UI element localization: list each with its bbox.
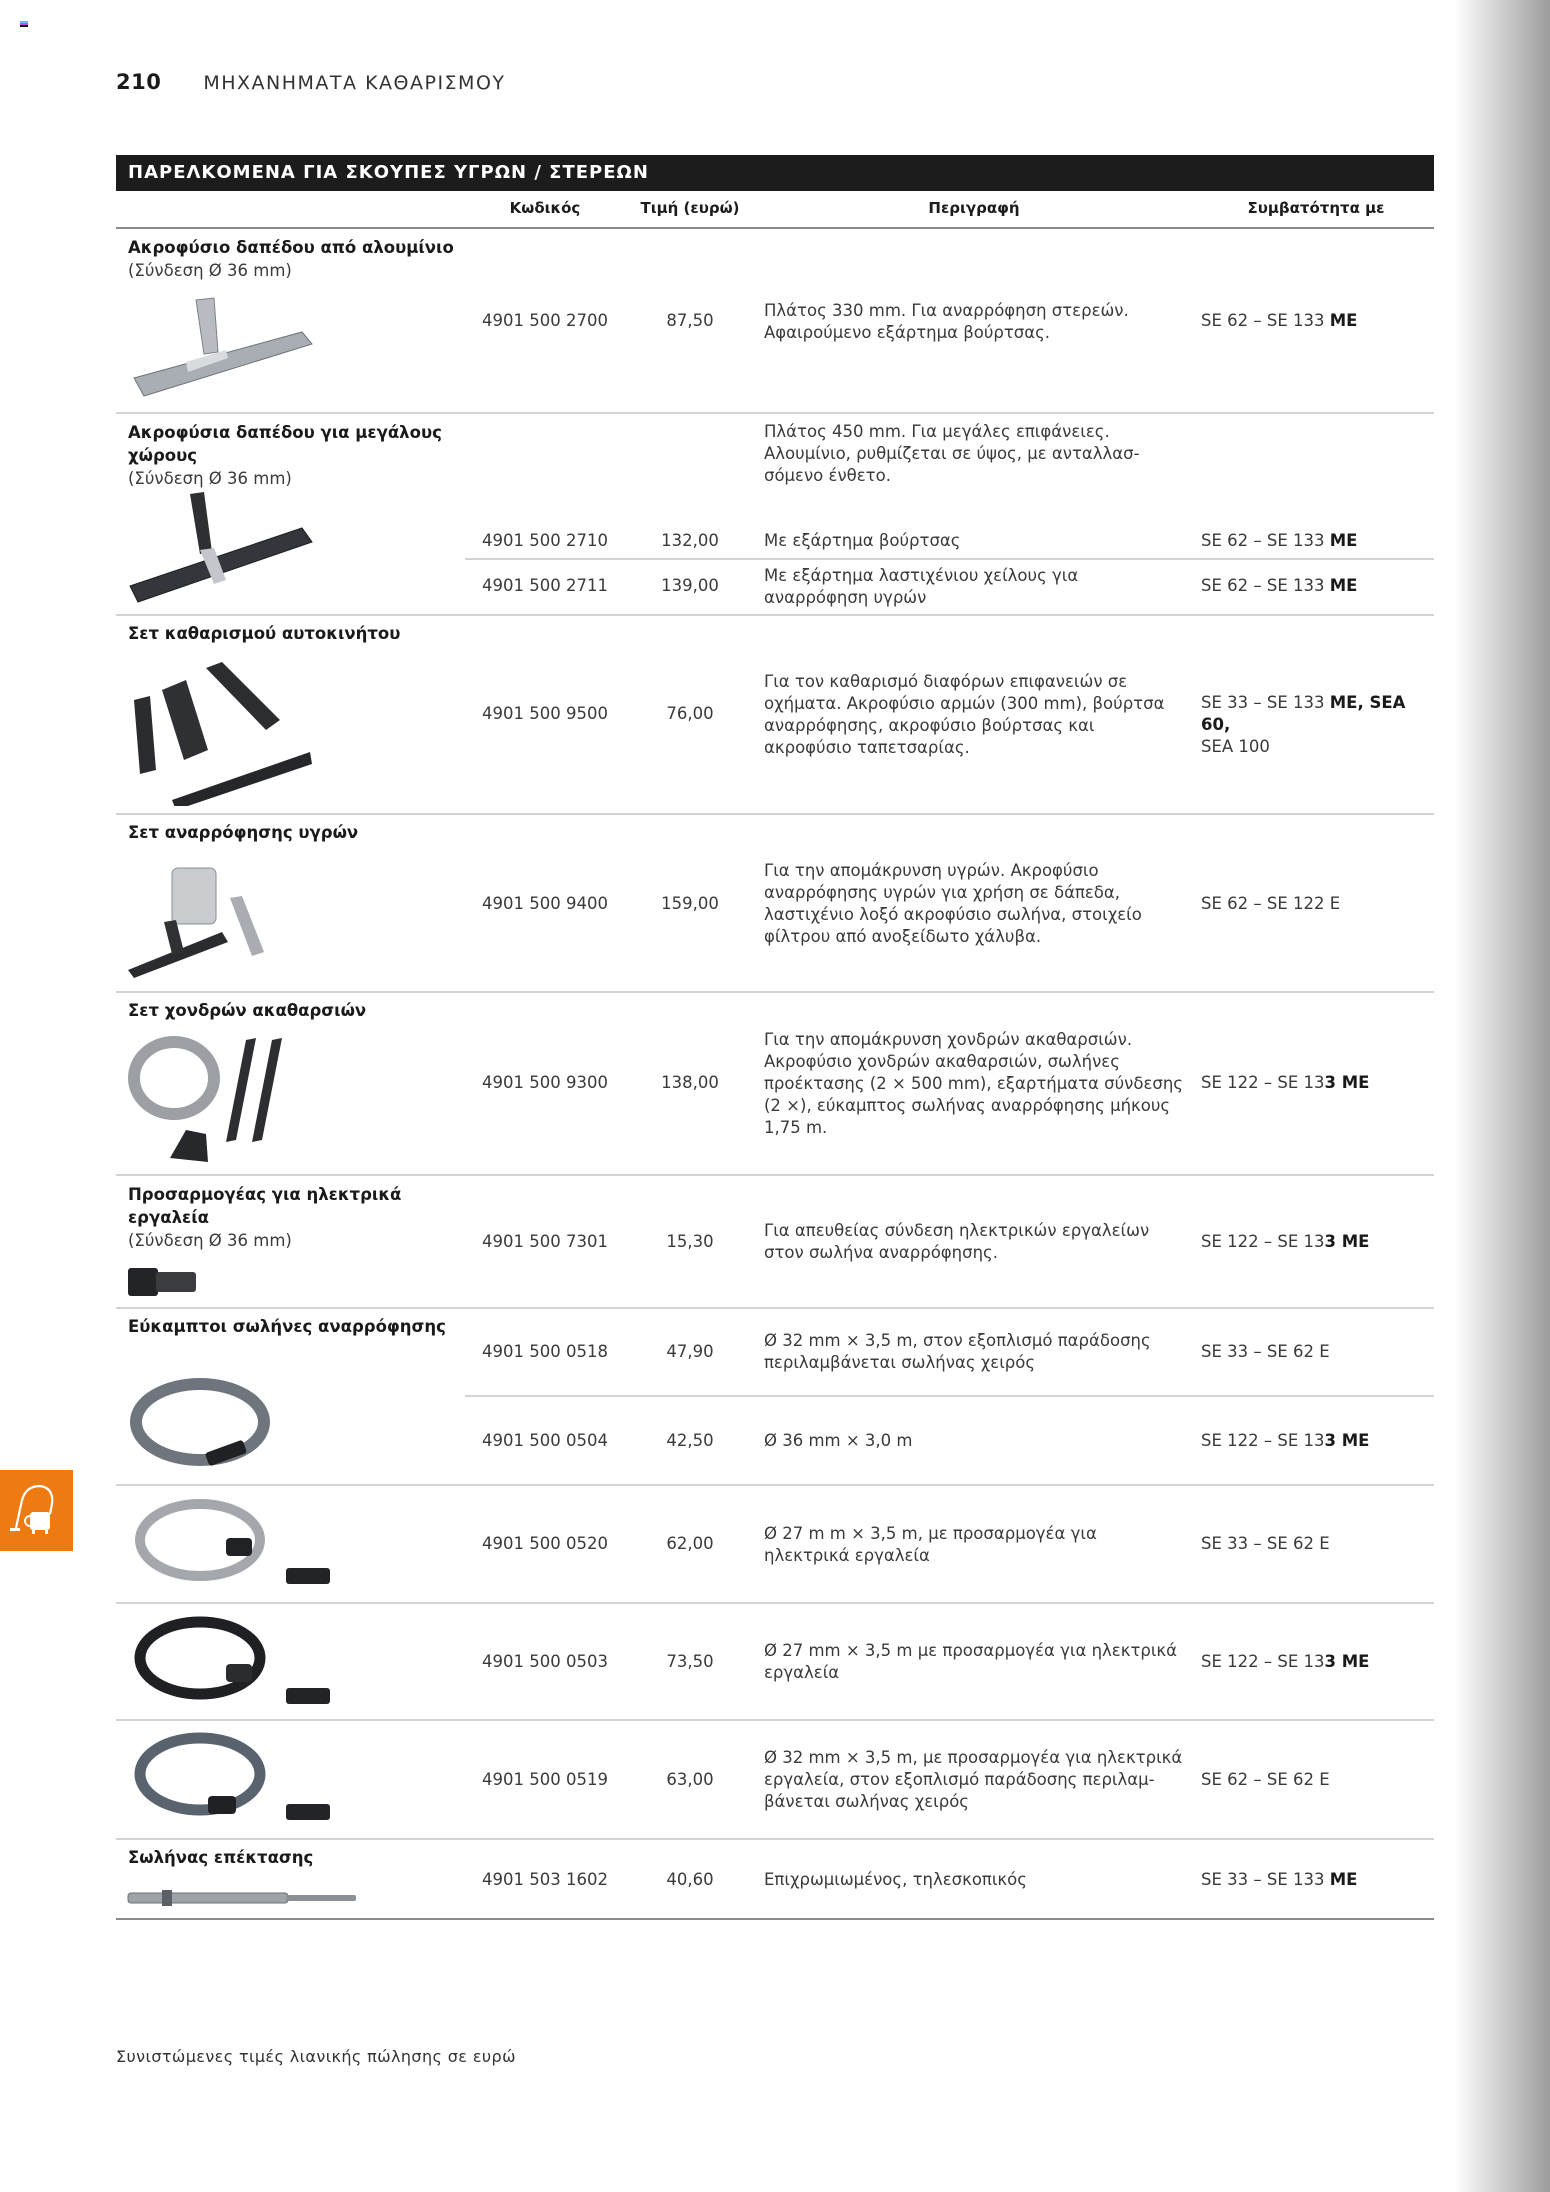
product-name: Εύκαμπτοι σωλήνες αναρρόφησης	[128, 1317, 446, 1336]
product-compatibility: SE 62 – SE 122 E	[1201, 894, 1341, 913]
product-code: 4901 500 9500	[482, 704, 608, 723]
product-compatibility: SE 122 – SE 133 ME	[1201, 1652, 1370, 1671]
product-description: Ø 27 mm × 3,5 m με προσαρμογέα για ηλεκτρικά εργαλεία	[764, 1641, 1178, 1682]
row-divider	[116, 1484, 1434, 1486]
product-compatibility: SE 122 – SE 133 ME	[1201, 1073, 1370, 1092]
product-price: 62,00	[666, 1534, 714, 1553]
product-description: Για την απομάκρυνση χονδρών ακαθαρσιών. Ακροφύσιο χονδρών ακαθαρσιών, σωλήνες προέκτασης (2 × 500 mm), εξαρτήματα σύνδεσης (2 ×), εύκαμπτος σωλήνας αναρρόφησης μήκους 1,75 m.	[764, 1030, 1183, 1137]
row-divider	[116, 991, 1434, 993]
table-bottom-divider	[116, 1918, 1434, 1920]
header-divider	[116, 227, 1434, 229]
column-header-code: Κωδικός	[509, 199, 581, 217]
print-registration-mark	[20, 21, 28, 28]
wet-suction-set-image	[126, 862, 276, 982]
column-header-description: Περιγραφή	[928, 199, 1020, 217]
product-code: 4901 500 0520	[482, 1534, 608, 1553]
product-name: Σετ αναρρόφησης υγρών	[128, 823, 359, 842]
suction-hose-black-image	[128, 1612, 338, 1712]
product-price: 132,00	[661, 531, 719, 550]
product-price: 76,00	[666, 704, 714, 723]
product-compatibility: SE 122 – SE 133 ME	[1201, 1431, 1370, 1450]
suction-hose-grey-image	[126, 1376, 286, 1476]
row-divider	[116, 1838, 1434, 1840]
product-compatibility: SE 33 – SE 62 E	[1201, 1534, 1330, 1553]
product-price: 15,30	[666, 1232, 714, 1251]
product-code: 4901 500 9400	[482, 894, 608, 913]
large-floor-nozzle-image	[126, 490, 316, 608]
product-description: Πλάτος 330 mm. Για αναρρόφηση στερεών. Αφαιρούμενο εξάρτημα βούρτσας.	[764, 301, 1129, 342]
coarse-dirt-set-image	[126, 1030, 316, 1170]
product-code: 4901 500 2711	[482, 576, 608, 595]
product-name: Ακροφύσιο δαπέδου από αλουμίνιο (Σύνδεση Ø 36 mm)	[128, 238, 454, 280]
sub-row-divider	[465, 558, 1434, 560]
suction-hose-clear-image	[128, 1494, 338, 1594]
table-title: ΠΑΡΕΛΚΟΜΕΝΑ ΓΙΑ ΣΚΟΥΠΕΣ ΥΓΡΩΝ / ΣΤΕΡΕΩΝ	[116, 155, 1434, 191]
product-price: 40,60	[666, 1870, 714, 1889]
product-name: Ακροφύσια δαπέδου για μεγάλους χώρους (Σύνδεση Ø 36 mm)	[128, 423, 442, 488]
product-code: 4901 500 0518	[482, 1342, 608, 1361]
sub-row-divider	[465, 1395, 1434, 1397]
product-description: Επιχρωμιωμένος, τηλεσκοπικός	[764, 1870, 1027, 1889]
row-divider	[116, 614, 1434, 616]
product-code: 4901 500 7301	[482, 1232, 608, 1251]
page-number: 210	[116, 70, 162, 94]
product-compatibility: SE 62 – SE 62 E	[1201, 1770, 1330, 1789]
column-header-compatibility: Συμβατότητα με	[1247, 199, 1385, 217]
product-code: 4901 500 0503	[482, 1652, 608, 1671]
column-header-price: Τιμή (ευρώ)	[640, 199, 740, 217]
product-compatibility: SE 122 – SE 133 ME	[1201, 1232, 1370, 1251]
product-description: Με εξάρτημα λαστιχένιου χείλους για αναρρόφηση υγρών	[764, 566, 1079, 607]
product-description: Ø 32 mm × 3,5 m, στον εξοπλισμό παράδοσης περιλαμβάνεται σωλήνας χειρός	[764, 1331, 1151, 1372]
row-divider	[116, 813, 1434, 815]
product-compatibility: SE 33 – SE 62 E	[1201, 1342, 1330, 1361]
product-compatibility: SE 62 – SE 133 ME	[1201, 576, 1358, 595]
product-compatibility: SE 62 – SE 133 ME	[1201, 531, 1358, 550]
wet-dry-vacuum-icon	[0, 1470, 73, 1551]
extension-tube-image	[126, 1888, 360, 1908]
product-description: Για απευθείας σύνδεση ηλεκτρικών εργαλείων στον σωλήνα αναρρόφησης.	[764, 1221, 1150, 1262]
product-compatibility: SE 33 – SE 133 ME, SEA 60, SEA 100	[1201, 693, 1406, 756]
product-price: 139,00	[661, 576, 719, 595]
product-price: 138,00	[661, 1073, 719, 1092]
product-description: Ø 27 m m × 3,5 m, με προσαρμογέα για ηλεκτρικά εργαλεία	[764, 1524, 1097, 1565]
row-divider	[116, 1307, 1434, 1309]
product-description: Για τον καθαρισμό διαφόρων επιφανειών σε οχήματα. Ακροφύσιο αρμών (300 mm), βούρτσα αναρρόφησης, ακροφύσιο βούρτσας και ακροφύσιο ταπετσαρίας.	[764, 672, 1165, 757]
row-divider	[116, 1602, 1434, 1604]
product-price: 87,50	[666, 311, 714, 330]
product-code: 4901 500 9300	[482, 1073, 608, 1092]
product-description: Ø 36 mm × 3,0 m	[764, 1431, 913, 1450]
product-compatibility: SE 62 – SE 133 ME	[1201, 311, 1358, 330]
section-title: ΜΗΧΑΝΗΜΑΤΑ ΚΑΘΑΡΙΣΜΟΥ	[203, 72, 506, 94]
product-code: 4901 500 0504	[482, 1431, 608, 1450]
product-name: Σωλήνας επέκτασης	[128, 1848, 314, 1867]
product-description: Με εξάρτημα βούρτσας	[764, 531, 961, 550]
product-price: 63,00	[666, 1770, 714, 1789]
product-name: Προσαρμογέας για ηλεκτρικά εργαλεία (Σύνδεση Ø 36 mm)	[128, 1185, 402, 1250]
suction-hose-blue-grey-image	[128, 1728, 338, 1830]
aluminium-floor-nozzle-image	[126, 292, 316, 404]
car-cleaning-set-image	[126, 660, 316, 806]
page-edge-shadow	[1455, 0, 1550, 2192]
product-description: Για την απομάκρυνση υγρών. Ακροφύσιο αναρρόφησης υγρών για χρήση σε δάπεδα, λαστιχένιο λοξό ακροφύσιο σωλήνα, στοιχείο φίλτρου από ανοξείδωτο χάλυβα.	[764, 861, 1142, 946]
section-side-tab	[0, 1470, 73, 1551]
footer-price-note: Συνιστώμενες τιμές λιανικής πώλησης σε ευρώ	[116, 2047, 516, 2066]
page-header	[116, 70, 506, 94]
product-code: 4901 503 1602	[482, 1870, 608, 1889]
product-price: 73,50	[666, 1652, 714, 1671]
product-price: 42,50	[666, 1431, 714, 1450]
product-compatibility: SE 33 – SE 133 ME	[1201, 1870, 1358, 1889]
product-description: Ø 32 mm × 3,5 m, με προσαρμογέα για ηλεκτρικά εργαλεία, στον εξοπλισμό παράδοσης περιλαμ-βάνεται σωλήνας χειρός	[764, 1748, 1183, 1811]
product-code: 4901 500 0519	[482, 1770, 608, 1789]
product-code: 4901 500 2710	[482, 531, 608, 550]
product-intro-description: Πλάτος 450 mm. Για μεγάλες επιφάνειες. Αλουμίνιο, ρυθμίζεται σε ύψος, με ανταλλασ-σόμενο ένθετο.	[764, 422, 1140, 485]
row-divider	[116, 1719, 1434, 1721]
product-price: 47,90	[666, 1342, 714, 1361]
product-name: Σετ χονδρών ακαθαρσιών	[128, 1001, 367, 1020]
product-price: 159,00	[661, 894, 719, 913]
row-divider	[116, 1174, 1434, 1176]
power-tool-adapter-image	[126, 1264, 206, 1300]
product-name: Σετ καθαρισμού αυτοκινήτου	[128, 624, 401, 643]
row-divider	[116, 412, 1434, 414]
product-code: 4901 500 2700	[482, 311, 608, 330]
